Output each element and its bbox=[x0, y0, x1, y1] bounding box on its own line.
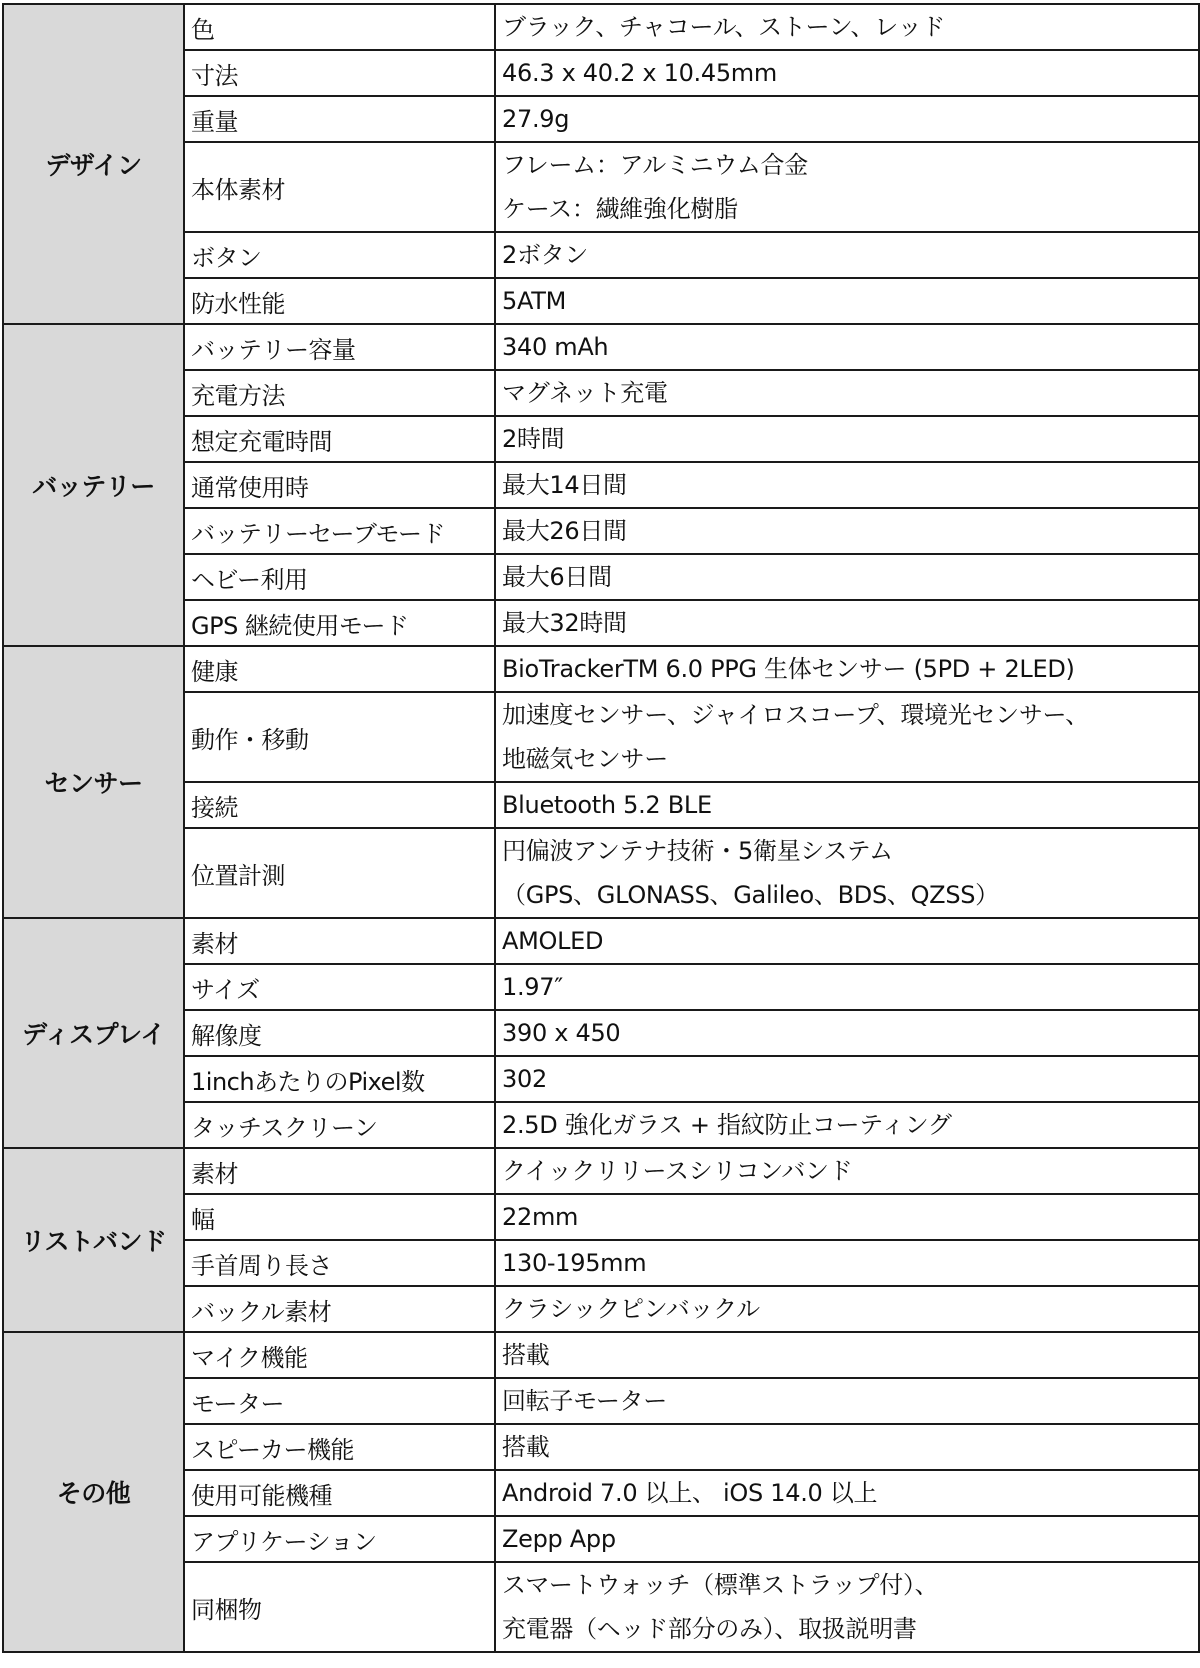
spec-label: 素材 bbox=[184, 1148, 495, 1194]
spec-value bbox=[495, 1148, 1199, 1194]
spec-label: 通常使用時 bbox=[184, 462, 495, 508]
spec-label: ヘビー利用 bbox=[184, 554, 495, 600]
spec-value-line: 搭載 bbox=[502, 1433, 550, 1461]
spec-value bbox=[495, 232, 1199, 278]
spec-value bbox=[495, 918, 1199, 964]
spec-value bbox=[495, 96, 1199, 142]
spec-value bbox=[495, 416, 1199, 462]
spec-value bbox=[495, 1332, 1199, 1378]
spec-value-line: 地磁気センサー bbox=[502, 745, 668, 773]
spec-value-line: 最大6日間 bbox=[502, 563, 612, 591]
spec-label: モーター bbox=[184, 1378, 495, 1424]
spec-value-line: 2.5D 強化ガラス + 指紋防止コーティング bbox=[502, 1111, 952, 1139]
spec-value bbox=[495, 600, 1199, 646]
spec-value bbox=[495, 554, 1199, 600]
spec-value bbox=[495, 1286, 1199, 1332]
spec-label: 健康 bbox=[184, 646, 495, 692]
spec-value-line: 390 x 450 bbox=[502, 1019, 621, 1047]
spec-value bbox=[495, 1240, 1199, 1286]
spec-row bbox=[3, 1332, 1199, 1378]
spec-label: 防水性能 bbox=[184, 278, 495, 324]
spec-value-line: 22mm bbox=[502, 1203, 579, 1231]
spec-value-line: マグネット充電 bbox=[502, 379, 668, 407]
spec-value bbox=[495, 692, 1199, 782]
spec-label: 重量 bbox=[184, 96, 495, 142]
spec-label: 動作・移動 bbox=[184, 692, 495, 782]
spec-value-line: 最大26日間 bbox=[502, 517, 627, 545]
spec-value-line: 46.3 x 40.2 x 10.45mm bbox=[502, 59, 777, 87]
spec-value-line: クイックリリースシリコンバンド bbox=[502, 1157, 853, 1185]
spec-row bbox=[3, 918, 1199, 964]
spec-value-line: 5ATM bbox=[502, 287, 566, 315]
spec-value bbox=[495, 782, 1199, 828]
spec-label: バッテリー容量 bbox=[184, 324, 495, 370]
spec-label: 位置計測 bbox=[184, 828, 495, 918]
spec-value-line: クラシックピンバックル bbox=[502, 1295, 760, 1323]
spec-value-line: Zepp App bbox=[502, 1525, 616, 1553]
spec-value-line: 2ボタン bbox=[502, 241, 589, 269]
spec-row bbox=[3, 324, 1199, 370]
spec-table bbox=[2, 3, 1200, 1653]
section-header: センサー bbox=[3, 646, 184, 918]
spec-value bbox=[495, 1194, 1199, 1240]
spec-value-line: Bluetooth 5.2 BLE bbox=[502, 791, 712, 819]
spec-value bbox=[495, 50, 1199, 96]
spec-value-line: （GPS、GLONASS、Galileo、BDS、QZSS） bbox=[502, 881, 999, 909]
spec-label: 同梱物 bbox=[184, 1562, 495, 1652]
spec-value bbox=[495, 324, 1199, 370]
section-header: デザイン bbox=[3, 4, 184, 324]
spec-value-line: 最大32時間 bbox=[502, 609, 627, 637]
spec-value-line: 2時間 bbox=[502, 425, 565, 453]
spec-label: 使用可能機種 bbox=[184, 1470, 495, 1516]
spec-value-line: Android 7.0 以上、 iOS 14.0 以上 bbox=[502, 1479, 878, 1507]
spec-row bbox=[3, 646, 1199, 692]
section-header: その他 bbox=[3, 1332, 184, 1652]
spec-value bbox=[495, 1056, 1199, 1102]
spec-value-line: 回転子モーター bbox=[502, 1387, 667, 1415]
spec-value bbox=[495, 1470, 1199, 1516]
spec-value-line: 円偏波アンテナ技術・5衛星システム bbox=[502, 837, 893, 865]
spec-label: 想定充電時間 bbox=[184, 416, 495, 462]
spec-value bbox=[495, 964, 1199, 1010]
spec-label: バッテリーセーブモード bbox=[184, 508, 495, 554]
spec-label: 本体素材 bbox=[184, 142, 495, 232]
spec-row bbox=[3, 1148, 1199, 1194]
spec-value bbox=[495, 4, 1199, 50]
spec-label: 素材 bbox=[184, 918, 495, 964]
spec-value-line: 搭載 bbox=[502, 1341, 550, 1369]
spec-value-line: フレーム：アルミニウム合金 bbox=[502, 151, 808, 179]
spec-value bbox=[495, 278, 1199, 324]
spec-value bbox=[495, 1010, 1199, 1056]
spec-value bbox=[495, 646, 1199, 692]
spec-value bbox=[495, 370, 1199, 416]
spec-value-line: 加速度センサー、ジャイロスコープ、環境光センサー、 bbox=[502, 701, 1089, 729]
section-header: バッテリー bbox=[3, 324, 184, 646]
spec-value-line: スマートウォッチ（標準ストラップ付）、 bbox=[502, 1571, 939, 1599]
spec-label: 色 bbox=[184, 4, 495, 50]
spec-label: マイク機能 bbox=[184, 1332, 495, 1378]
spec-label: 手首周り長さ bbox=[184, 1240, 495, 1286]
section-header: リストバンド bbox=[3, 1148, 184, 1332]
spec-value bbox=[495, 1562, 1199, 1652]
spec-value bbox=[495, 142, 1199, 232]
spec-value-line: 最大14日間 bbox=[502, 471, 627, 499]
spec-value-line: ケース：繊維強化樹脂 bbox=[502, 195, 738, 223]
spec-value bbox=[495, 1516, 1199, 1562]
spec-value-line: BioTrackerTM 6.0 PPG 生体センサー (5PD + 2LED) bbox=[502, 655, 1075, 683]
spec-label: ボタン bbox=[184, 232, 495, 278]
section-header: ディスプレイ bbox=[3, 918, 184, 1148]
spec-label: GPS 継続使用モード bbox=[184, 600, 495, 646]
spec-value-line: 130-195mm bbox=[502, 1249, 647, 1277]
spec-value bbox=[495, 1378, 1199, 1424]
spec-value-line: 302 bbox=[502, 1065, 547, 1093]
spec-label: 寸法 bbox=[184, 50, 495, 96]
spec-value-line: 充電器（ヘッド部分のみ）、取扱説明書 bbox=[502, 1615, 917, 1643]
spec-value-line: 27.9g bbox=[502, 105, 570, 133]
spec-value bbox=[495, 828, 1199, 918]
spec-value-line: 340 mAh bbox=[502, 333, 609, 361]
spec-value-line: ブラック、チャコール、ストーン、レッド bbox=[502, 13, 946, 41]
spec-label: バックル素材 bbox=[184, 1286, 495, 1332]
spec-table-body bbox=[3, 4, 1199, 1652]
spec-value-line: 1.97″ bbox=[502, 973, 563, 1001]
spec-label: 解像度 bbox=[184, 1010, 495, 1056]
spec-label: 1inchあたりのPixel数 bbox=[184, 1056, 495, 1102]
spec-value bbox=[495, 1424, 1199, 1470]
spec-label: 充電方法 bbox=[184, 370, 495, 416]
spec-label: 幅 bbox=[184, 1194, 495, 1240]
spec-value-line: AMOLED bbox=[502, 927, 604, 955]
spec-label: アプリケーション bbox=[184, 1516, 495, 1562]
spec-label: スピーカー機能 bbox=[184, 1424, 495, 1470]
spec-row bbox=[3, 4, 1199, 50]
spec-label: 接続 bbox=[184, 782, 495, 828]
spec-value bbox=[495, 508, 1199, 554]
spec-value bbox=[495, 462, 1199, 508]
spec-value bbox=[495, 1102, 1199, 1148]
spec-label: サイズ bbox=[184, 964, 495, 1010]
spec-label: タッチスクリーン bbox=[184, 1102, 495, 1148]
